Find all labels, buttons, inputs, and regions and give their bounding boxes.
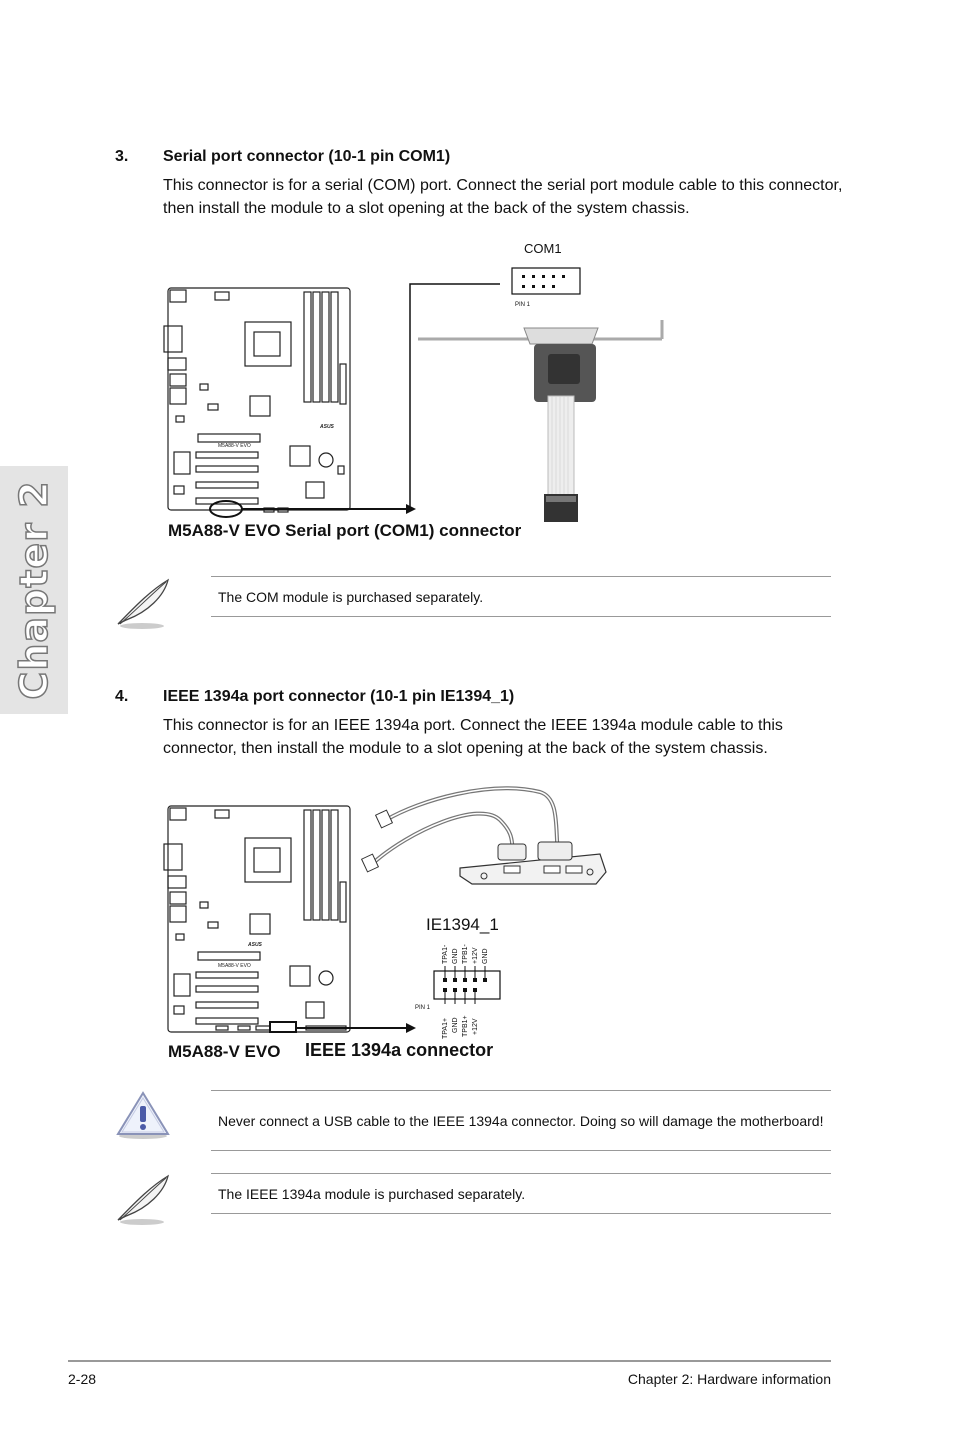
note-feather-icon [112,1172,172,1228]
footer-chapter-title: Chapter 2: Hardware information [627,1371,831,1387]
board-brand: ASUS [248,942,262,948]
ieee1394-diagram [160,780,620,1042]
section-4-title: IEEE 1394a port connector (10-1 pin IE1394_1) [163,688,515,705]
section-3-number: 3. [115,148,129,165]
com1-header [512,268,580,294]
page-number: 2-28 [68,1371,97,1387]
ieee1394-bracket [460,854,606,884]
chapter-tab-label: Chapter 2 [12,480,56,700]
section-3-caption: M5A88-V EVO Serial port (COM1) connector [168,521,522,540]
footer-divider [68,1360,831,1362]
ieee1394-cable [386,788,558,852]
warning-icon [114,1090,172,1140]
com1-location-highlight [210,501,242,517]
com1-pin1-label: PIN 1 [515,302,531,308]
section-3-title: Serial port connector (10-1 pin COM1) [163,148,451,165]
com-module-note: The COM module is purchased separately. [211,576,831,617]
section-4-caption-model: M5A88-V EVO [168,1042,281,1061]
pin-top-2: GND [452,948,459,964]
motherboard-outline [164,288,350,512]
note-feather-icon [112,576,172,632]
board-brand: ASUS [320,424,334,430]
ieee1394-module-note: The IEEE 1394a module is purchased separately. [211,1173,831,1214]
com1-diagram [160,236,680,526]
pin-bottom-3: TPB1+ [462,1015,469,1037]
pin-top-4: +12V [472,947,479,964]
ie1394-location-highlight [270,1022,296,1032]
ie1394-pin1-label: PIN 1 [415,1005,431,1011]
com1-label: COM1 [524,241,562,256]
board-model-label: M5A88-V EVO [218,963,251,969]
pin-top-1: TPA1- [442,944,449,964]
ie1394-header [434,971,500,999]
section-3-body: This connector is for a serial (COM) port. Connect the serial port module cable to this connector, then install the module to a slot opening at the back of the system chassis. [163,177,843,217]
pin-bottom-2: GND [452,1017,459,1033]
board-model-label: M5A88-V EVO [218,443,251,449]
section-4-caption-text: IEEE 1394a connector [305,1040,494,1060]
motherboard-outline [164,806,350,1032]
section-4-body: This connector is for an IEEE 1394a port. Connect the IEEE 1394a module cable to this connector, then install the module to a slot opening at the back of the system chassis. [163,717,783,757]
pin-top-5: GND [482,948,489,964]
ie1394-label: IE1394_1 [426,915,499,934]
ieee1394-warning: Never connect a USB cable to the IEEE 1394a connector. Doing so will damage the motherboard! [211,1090,831,1151]
section-4-number: 4. [115,688,129,705]
pin-top-3: TPB1- [462,944,469,964]
db9-connector [524,328,598,344]
pin-bottom-1: TPA1+ [442,1017,449,1039]
pin-bottom-4: +12V [472,1018,479,1035]
